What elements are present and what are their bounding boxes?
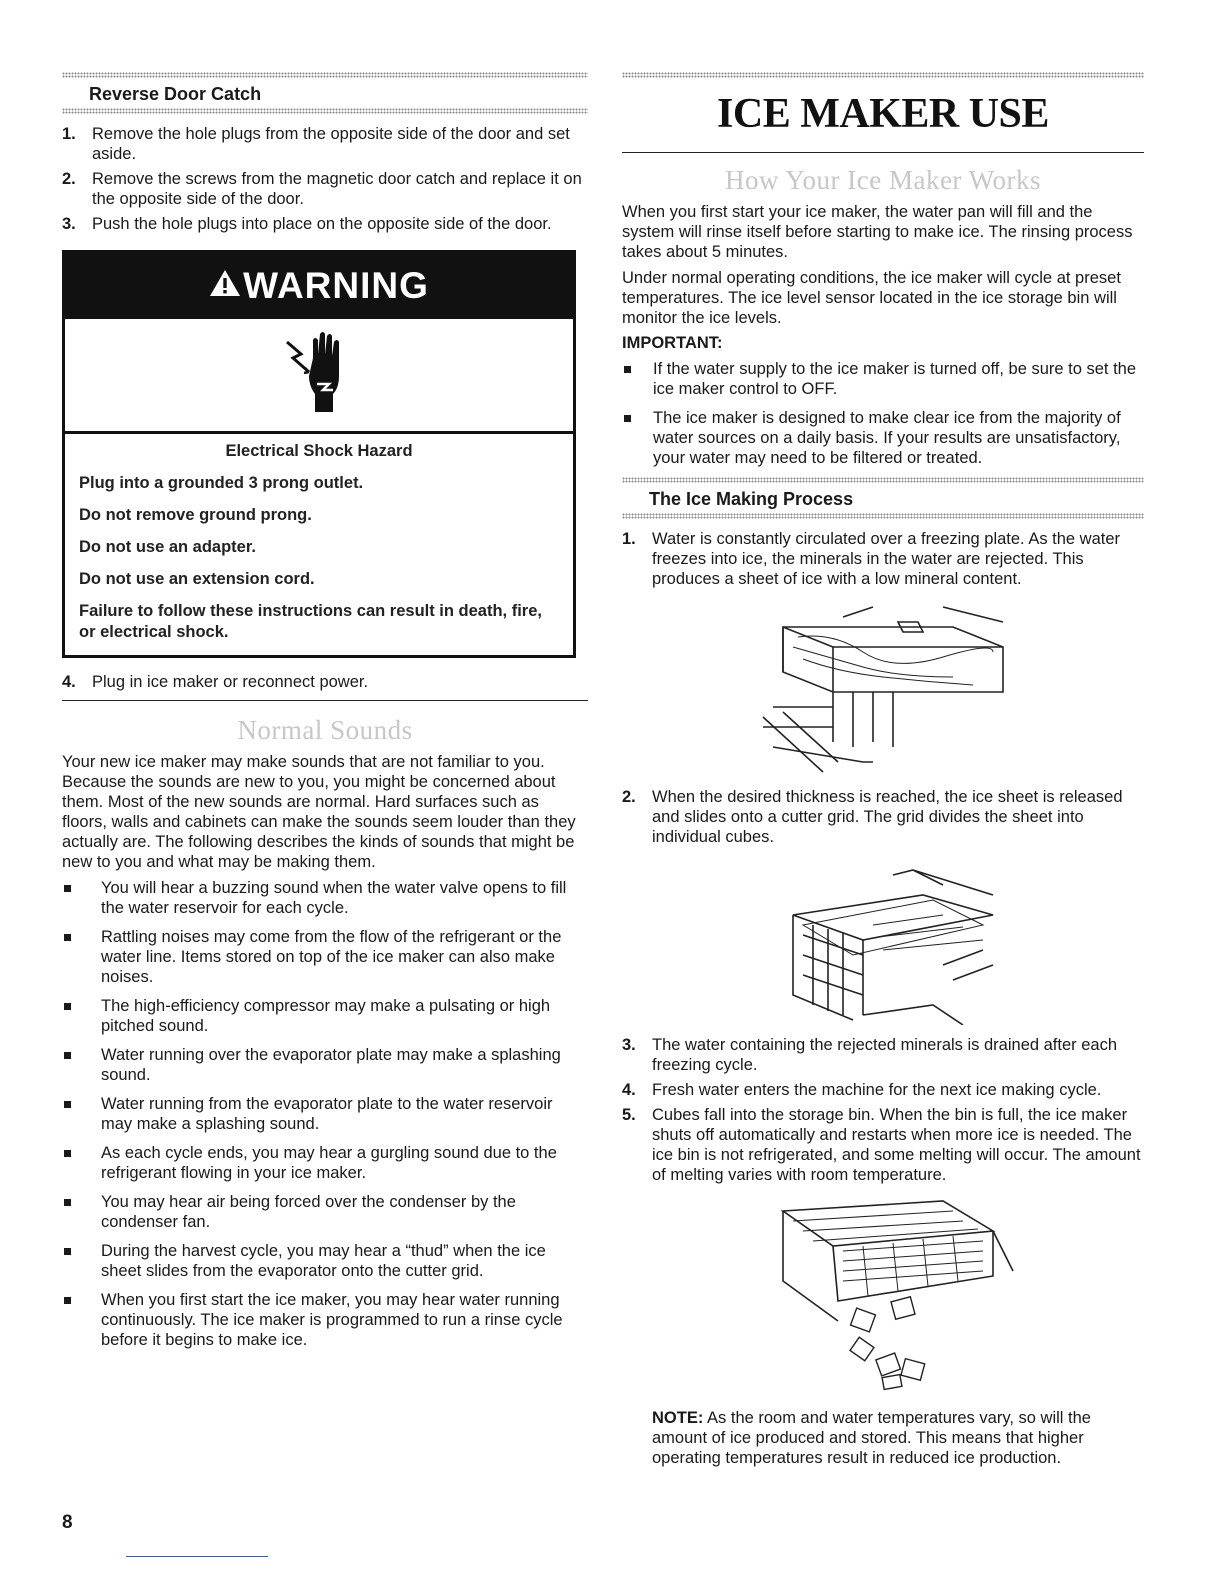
ice-production-note: NOTE: As the room and water temperatures vary, so will the amount of ice produced and stored. This means that higher operating temperatures result in reduced ice production. xyxy=(652,1408,1091,1467)
list-item: The ice maker is designed to make clear ice from the majority of water sources on a daily basis. If your results are unsatisfactory, your water may need to be filtered or treated. xyxy=(622,408,1144,468)
section-divider xyxy=(62,700,588,701)
list-item: If the water supply to the ice maker is turned off, be sure to set the ice maker control to OFF. xyxy=(622,359,1144,399)
left-column xyxy=(62,0,588,1359)
list-item: 5. Cubes fall into the storage bin. When the bin is full, the ice maker shuts off automatically and restarts when more ice is needed. The ice bin is not refrigerated, and some melting will occur. The amount of melting varies with room temperature. xyxy=(622,1106,1141,1184)
bullet-icon xyxy=(64,1003,71,1010)
section-heading-normal-sounds: Normal Sounds xyxy=(237,715,413,745)
important-label: IMPORTANT: xyxy=(622,334,723,352)
warning-line: Do not remove ground prong. xyxy=(79,506,312,524)
cutter-grid-illustration xyxy=(622,855,1144,1025)
warning-header xyxy=(65,253,573,319)
list-item: 2. Remove the screws from the magnetic door catch and replace it on the opposite side of the door. xyxy=(62,170,582,208)
ice-cubes-falling-illustration xyxy=(622,1191,1144,1391)
list-item: Water running from the evaporator plate to the water reservoir may make a splashing sound. xyxy=(62,1094,588,1134)
list-item: 3. The water containing the rejected minerals is drained after each freezing cycle. xyxy=(622,1036,1118,1074)
normal-sounds-intro: Your new ice maker may make sounds that are not familiar to you. Because the sounds are new to you, you might be concerned about them. Most of the new sounds are normal. Hard surfaces such as floors, walls and cabinets can make the sounds seem louder than they actually are. The following describes the kinds of sounds that might be new to you and what may be making them. xyxy=(62,753,576,871)
dotted-divider xyxy=(622,72,1144,78)
how-works-paragraph-1: When you first start your ice maker, the water pan will fill and the system will rinse itself before starting to make ice. The rinsing process takes about 5 minutes. xyxy=(622,203,1133,261)
warning-line: Failure to follow these instructions can result in death, fire, or electrical shock. xyxy=(79,602,542,641)
reconnect-step xyxy=(62,672,588,692)
list-item: 4. Plug in ice maker or reconnect power. xyxy=(62,673,369,691)
list-item: You will hear a buzzing sound when the water valve opens to fill the water reservoir for each cycle. xyxy=(62,878,588,918)
list-item: 1. Remove the hole plugs from the opposite side of the door and set aside. xyxy=(62,125,570,163)
list-item: When you first start the ice maker, you may hear water running continuously. The ice maker is programmed to run a rinse cycle before it begins to make ice. xyxy=(62,1290,588,1350)
warning-label: WARNING xyxy=(243,265,429,306)
note-label: NOTE: xyxy=(652,1408,704,1427)
list-item: 2. When the desired thickness is reached, the ice sheet is released and slides onto a cutter grid. The grid divides the sheet into individual cubes. xyxy=(622,788,1123,846)
warning-line: Do not use an extension cord. xyxy=(79,570,315,588)
section-heading-ice-making-process: The Ice Making Process xyxy=(649,489,854,509)
reverse-door-steps xyxy=(62,124,588,234)
list-item: Water running over the evaporator plate may make a splashing sound. xyxy=(62,1045,588,1085)
bottom-rule xyxy=(126,1556,268,1557)
warning-triangle-icon xyxy=(209,265,241,307)
bullet-icon xyxy=(64,1101,71,1108)
list-item: You may hear air being forced over the condenser by the condenser fan. xyxy=(62,1192,588,1232)
list-item: 4. Fresh water enters the machine for the next ice making cycle. xyxy=(622,1081,1102,1099)
bullet-icon xyxy=(64,934,71,941)
bullet-icon xyxy=(64,1248,71,1255)
list-item: 1. Water is constantly circulated over a freezing plate. As the water freezes into ice, the minerals in the water are rejected. This produces a sheet of ice with a low mineral content. xyxy=(622,530,1121,588)
electrical-shock-hand-icon xyxy=(279,328,359,423)
hazard-title: Electrical Shock Hazard xyxy=(225,442,413,460)
dotted-divider xyxy=(622,513,1144,519)
dotted-divider xyxy=(62,108,588,114)
bullet-icon xyxy=(64,885,71,892)
warning-line: Plug into a grounded 3 prong outlet. xyxy=(79,474,364,492)
bullet-icon xyxy=(64,1199,71,1206)
section-divider xyxy=(622,152,1144,153)
page-number: 8 xyxy=(62,1512,73,1533)
list-item: Rattling noises may come from the flow of the refrigerant or the water line. Items stored on top of the ice maker can also make noises. xyxy=(62,927,588,987)
warning-line: Do not use an adapter. xyxy=(79,538,256,556)
list-item: As each cycle ends, you may hear a gurgling sound due to the refrigerant flowing in your ice maker. xyxy=(62,1143,588,1183)
freezing-plate-illustration xyxy=(622,597,1144,777)
list-item: 3. Push the hole plugs into place on the opposite side of the door. xyxy=(62,215,552,233)
normal-sounds-list xyxy=(62,878,588,1350)
how-works-paragraph-2: Under normal operating conditions, the ice maker will cycle at preset temperatures. The ice level sensor located in the ice storage bin will monitor the ice levels. xyxy=(622,269,1121,327)
bullet-icon xyxy=(624,366,631,373)
list-item: During the harvest cycle, you may hear a “thud” when the ice sheet slides from the evaporator onto the cutter grid. xyxy=(62,1241,588,1281)
section-heading-reverse-door-catch: Reverse Door Catch xyxy=(89,84,262,104)
page-title: ICE MAKER USE xyxy=(717,91,1049,137)
bullet-icon xyxy=(624,415,631,422)
warning-box xyxy=(62,250,576,658)
important-list xyxy=(622,359,1144,468)
right-column xyxy=(622,0,1144,1484)
bullet-icon xyxy=(64,1297,71,1304)
bullet-icon xyxy=(64,1150,71,1157)
section-heading-how-your-ice-maker-works: How Your Ice Maker Works xyxy=(724,165,1042,195)
bullet-icon xyxy=(64,1052,71,1059)
list-item: The high-efficiency compressor may make a pulsating or high pitched sound. xyxy=(62,996,588,1036)
